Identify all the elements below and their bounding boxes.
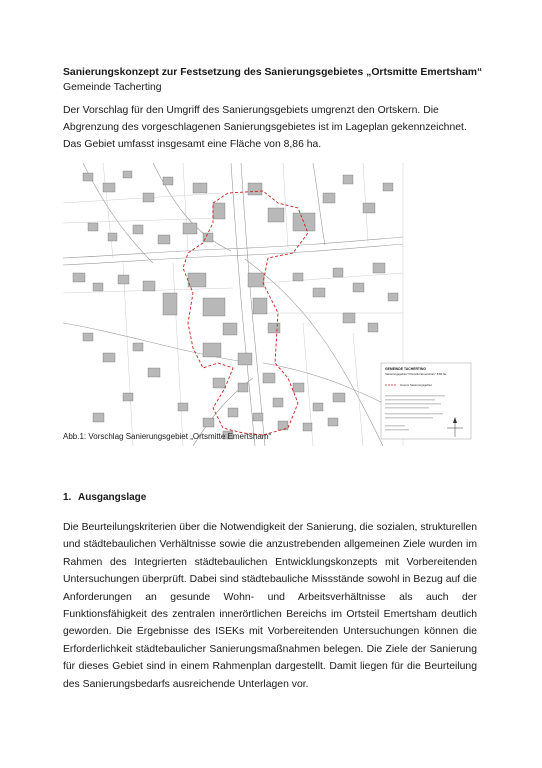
legend-heading: GEMEINDE TACHERTING (385, 367, 427, 371)
intro-paragraph: Der Vorschlag für den Umgriff des Sanierungsgebiets umgrenzt den Ortskern. Die Abgrenzung des vorgeschlagenen Sanierungsgebietes ist im Lageplan gekennzeichnet. Das Gebiet umfasst insgesamt eine Fläche von 8,86 ha. (63, 105, 467, 150)
legend-subheading: Sanierungsgebiet "Ortsmitte Emertsham" 8,86 ha (385, 372, 447, 376)
section-heading (63, 491, 146, 505)
document-subtitle: Gemeinde Tacherting (63, 82, 162, 93)
site-plan-map (63, 163, 477, 446)
section-title: Ausgangslage (78, 492, 147, 503)
legend-box (381, 363, 471, 439)
section-body: Die Beurteilungskriterien über die Notwendigkeit der Sanierung, die sozialen, strukturellen und städtebaulichen Verhältnisse sowie die anzustrebenden allgemeinen Ziele wurden im Rahmen des Integrierten städtebaulichen Entwicklungskonzepts mit Vorbereitenden Untersuchungen überprüft. Dabei sind städtebauliche Missstände sowohl in Bezug auf die Anforderungen an gesunde Wohn- und Arbeitsverhältnisse als auch der Funktionsfähigkeit des zentralen innerörtlichen Bereichs im Ortsteil Emertsham deutlich geworden. Die Ergebnisse des ISEKs mit Vorbereitenden Untersuchungen können die Erforderlichkeit städtebaulicher Sanierungsmaßnahmen belegen. Die Ziele der Sanierung für dieses Gebiet sind in einem Rahmenplan dargestellt. Damit liegen für die Beurteilung des Sanierungsbedarfs ausreichende Unterlagen vor. (63, 522, 477, 690)
section-number: 1. (63, 492, 72, 503)
legend-boundary-label: Grenze Sanierungsgebiet (400, 383, 432, 387)
document-title: Sanierungskonzept zur Festsetzung des Sanierungsgebietes „Ortsmitte Emertsham“ (63, 67, 483, 78)
figure-caption: Abb.1: Vorschlag Sanierungsgebiet „Ortsmitte Emertsham“ (63, 432, 272, 441)
